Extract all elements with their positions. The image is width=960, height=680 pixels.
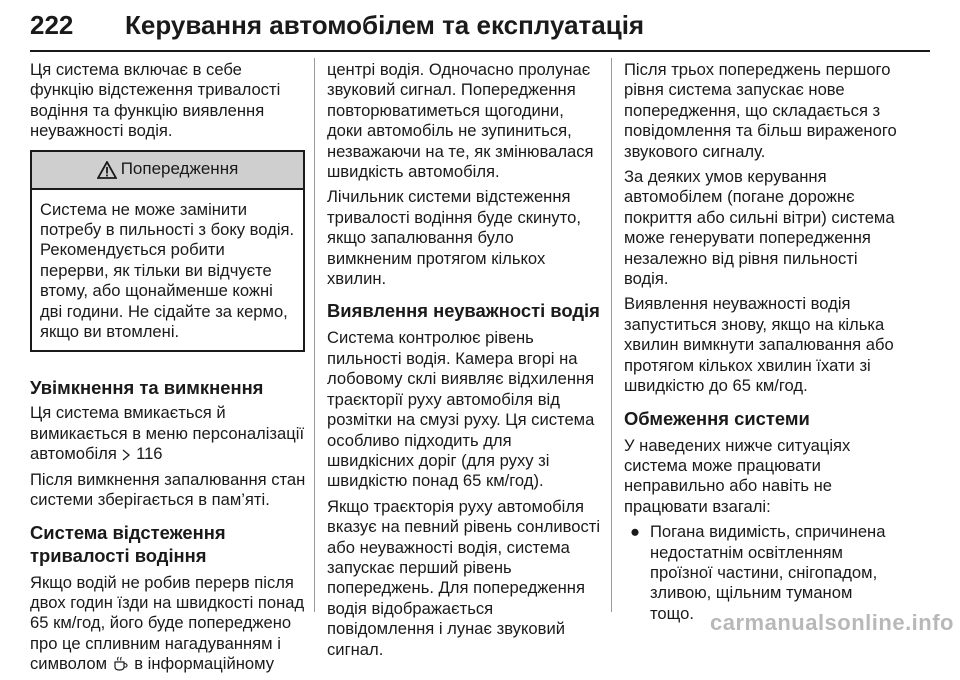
paragraph: За деяких умов керування автомобілем (погане дорожнє покриття або сильні вітри) система може генерувати попередження незалежно від рівня пильності водія. (624, 167, 895, 289)
column-3 (624, 60, 914, 624)
intro-paragraph: Ця система включає в себе функцію відстеження тривалості водіння та функцію виявлення неуважності водія. (30, 60, 281, 141)
onoff-paragraph-2: Після вимкнення запалювання стан системи зберігається в пам’яті. (30, 469, 306, 510)
paragraph: Лічильник системи відстеження тривалості водіння буде скинуто, якщо запалювання було вимкненим протягом кількох хвилин. (327, 187, 581, 289)
warning-box (30, 150, 305, 353)
page-reference-link[interactable]: 116 (136, 444, 163, 464)
watermark: carmanualsonline.info (710, 610, 954, 635)
list-item: ● Погана видимість, спричинена недостатнім освітленням проїзної частини, снігопадом, зливою, щільним туманом тощо. (630, 522, 886, 623)
paragraph: Виявлення неуважності водія запуститься знову, якщо на кілька хвилин вимкнути запалювання або протягом кількох хвилин їхати зі швидкістю до 65 км/год. (624, 294, 894, 396)
section-heading-inattention: Виявлення неуважності водія (327, 300, 600, 322)
page-header (30, 6, 930, 50)
header-rule (30, 50, 930, 52)
paragraph: У наведених нижче ситуаціях система може працювати неправильно або навіть не працювати взагалі: (624, 435, 851, 516)
warning-triangle-icon (97, 161, 117, 179)
column-divider (611, 58, 612, 612)
column-2 (327, 60, 602, 665)
coffee-cup-icon (112, 656, 130, 672)
page-reference-arrow-icon (121, 448, 131, 462)
onoff-paragraph: Ця система вмикається й вимикається в меню персоналізації автомобіля 116 (30, 403, 305, 464)
column-divider (314, 58, 315, 612)
warning-text: Система не може замінити потребу в пильності з боку водія. Рекомендується робити перерви, як тільки ви відчуєте втому, або щонайменше кожні дві години. Не сідайте за кермо, якщо ви втомлені. (40, 199, 295, 342)
tracking-paragraph: Якщо водій не робив перерв після двох годин їзди на швидкості понад 65 км/год, його буде попереджено про це спливним нагадуванням і символом в інформаційному (30, 572, 305, 674)
paragraph: Система контролює рівень пильності водія. Камера вгорі на лобовому склі виявляє відхилення траєкторії руху автомобіля від розмітки на смузі руху. Ця система особливо підходить для швидкісних доріг (для руху зі швидкістю понад 65 км/год). (327, 328, 595, 491)
section-heading-limits: Обмеження системи (624, 407, 810, 429)
bullet-icon: ● (630, 522, 641, 542)
paragraph: центрі водія. Одночасно пролунає звуковий сигнал. Попередження повторюватиметься щогодини, доки автомобіль не зупиниться, незважаючи на те, як змінювалася швидкість автомобіля. (327, 60, 594, 182)
paragraph: Після трьох попереджень першого рівня система запускає нове попередження, що складається з повідомлення та більш вираженого звукового сигналу. (624, 60, 897, 161)
column-1 (30, 60, 305, 680)
warning-header (32, 152, 303, 190)
section-heading-tracking: Система відстеження тривалості водіння (30, 521, 226, 566)
paragraph: Якщо траєкторія руху автомобіля вказує на певний рівень сонливості або неуважності водія, система запускає перший рівень попереджень. Для попередження водія відображається повідомлення і лунає звуковий сигнал. (327, 496, 601, 659)
page-number: 222 (30, 10, 74, 40)
page-title: Керування автомобілем та експлуатація (125, 10, 645, 40)
warning-title: Попередження (120, 159, 239, 179)
section-heading-onoff: Увімкнення та вимкнення (30, 377, 264, 399)
